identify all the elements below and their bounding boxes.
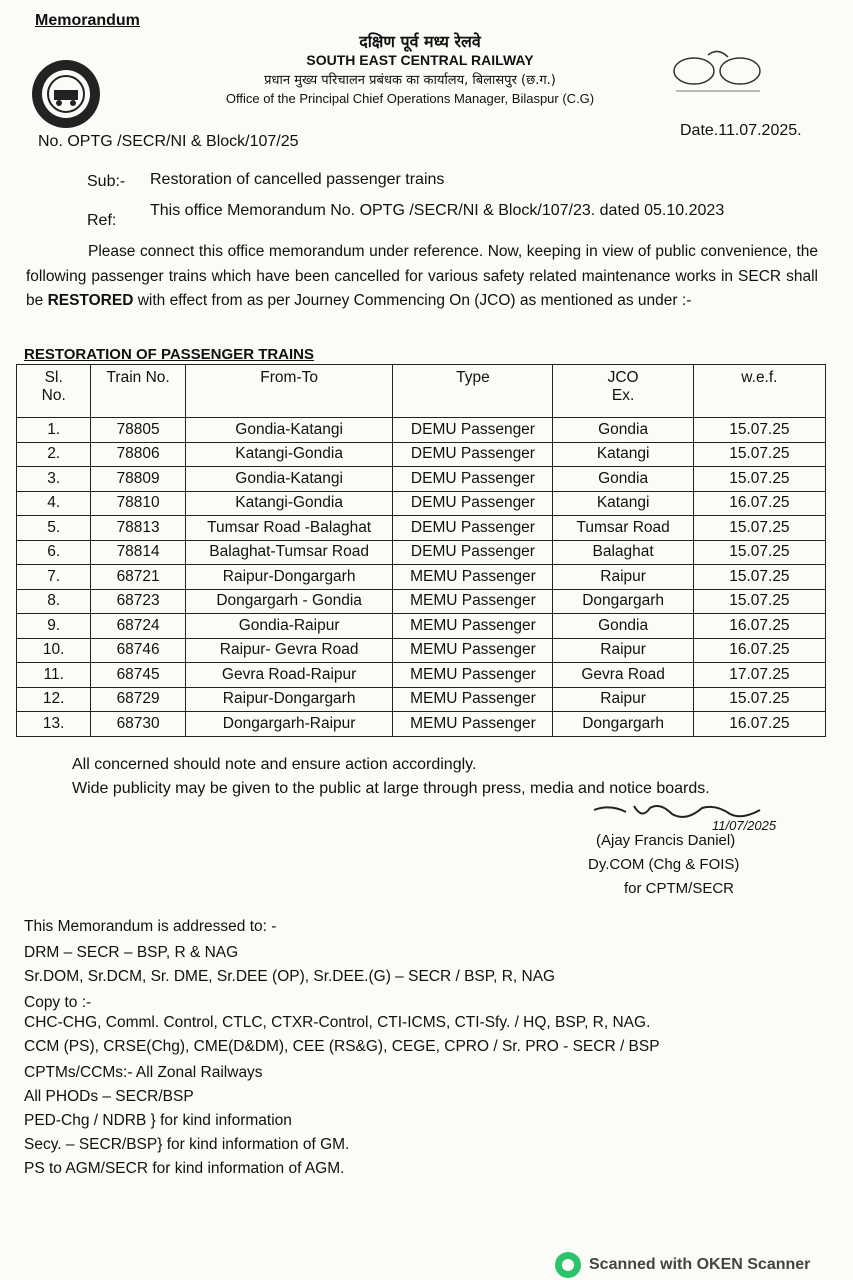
signer-name: (Ajay Francis Daniel) xyxy=(596,832,736,849)
table-row xyxy=(17,418,826,443)
cell-jco: Gondia xyxy=(553,614,693,639)
cell-jco: Gondia xyxy=(553,467,693,492)
cell-jco: Raipur xyxy=(553,687,693,712)
cell-sl: 10. xyxy=(17,638,91,663)
cell-wef: 15.07.25 xyxy=(693,589,825,614)
cell-from-to: Dongargarh - Gondia xyxy=(185,589,393,614)
table-row xyxy=(17,540,826,565)
cell-type: MEMU Passenger xyxy=(393,614,553,639)
cell-jco: Gondia xyxy=(553,418,693,443)
table-row xyxy=(17,491,826,516)
office-name: Office of the Principal Chief Operations Manager, Bilaspur (C.G) xyxy=(225,91,595,106)
cell-jco: Katangi xyxy=(553,442,693,467)
header-train-no: Train No. xyxy=(91,365,185,418)
cell-type: DEMU Passenger xyxy=(393,467,553,492)
hindi-org-name: दक्षिण पूर्व मध्य रेलवे xyxy=(359,32,481,51)
cell-from-to: Tumsar Road -Balaghat xyxy=(185,516,393,541)
header-wef: w.e.f. xyxy=(693,365,825,418)
cell-wef: 15.07.25 xyxy=(693,442,825,467)
cell-type: MEMU Passenger xyxy=(393,589,553,614)
addressee-line: This Memorandum is addressed to: - xyxy=(24,918,277,935)
cell-type: MEMU Passenger xyxy=(393,663,553,688)
addressee-line: CCM (PS), CRSE(Chg), CME(D&DM), CEE (RS&G), CEGE, CPRO / Sr. PRO - SECR / BSP xyxy=(24,1038,660,1055)
table-row xyxy=(17,712,826,737)
cell-jco: Dongargarh xyxy=(553,712,693,737)
addressee-line: DRM – SECR – BSP, R & NAG xyxy=(24,944,239,961)
note-publicity: Wide publicity may be given to the public at large through press, media and notice boards. xyxy=(72,780,710,797)
cell-type: DEMU Passenger xyxy=(393,442,553,467)
cell-from-to: Katangi-Gondia xyxy=(185,491,393,516)
trains-table xyxy=(16,364,826,737)
cell-sl: 8. xyxy=(17,589,91,614)
cell-type: DEMU Passenger xyxy=(393,418,553,443)
cell-sl: 4. xyxy=(17,491,91,516)
cell-wef: 15.07.25 xyxy=(693,418,825,443)
addressee-line: Sr.DOM, Sr.DCM, Sr. DME, Sr.DEE (OP), Sr.DEE.(G) – SECR / BSP, R, NAG xyxy=(24,968,556,985)
paragraph-emphasis: RESTORED xyxy=(47,292,134,309)
cell-jco: Gevra Road xyxy=(553,663,693,688)
header-jco: JCO Ex. xyxy=(553,365,693,418)
table-row xyxy=(17,442,826,467)
addressee-line: Secy. – SECR/BSP} for kind information of GM. xyxy=(24,1136,350,1153)
header-from-to: From-To xyxy=(185,365,393,418)
cell-from-to: Gondia-Katangi xyxy=(185,467,393,492)
paragraph-text-end: with effect from as per Journey Commencing On (JCO) as mentioned as under :- xyxy=(133,292,692,309)
cell-sl: 11. xyxy=(17,663,91,688)
cell-from-to: Gevra Road-Raipur xyxy=(185,663,393,688)
emblem-logo-icon xyxy=(668,45,768,105)
cell-wef: 15.07.25 xyxy=(693,687,825,712)
cell-sl: 5. xyxy=(17,516,91,541)
note-action: All concerned should note and ensure action accordingly. xyxy=(72,756,477,773)
cell-train-no: 68730 xyxy=(91,712,185,737)
cell-train-no: 78814 xyxy=(91,540,185,565)
cell-wef: 15.07.25 xyxy=(693,467,825,492)
cell-from-to: Gondia-Raipur xyxy=(185,614,393,639)
cell-train-no: 68721 xyxy=(91,565,185,590)
reference-number: No. OPTG /SECR/NI & Block/107/25 xyxy=(38,133,299,150)
cell-jco: Tumsar Road xyxy=(553,516,693,541)
cell-from-to: Dongargarh-Raipur xyxy=(185,712,393,737)
cell-wef: 16.07.25 xyxy=(693,638,825,663)
cell-train-no: 68729 xyxy=(91,687,185,712)
cell-from-to: Katangi-Gondia xyxy=(185,442,393,467)
cell-from-to: Raipur-Dongargarh xyxy=(185,565,393,590)
table-header-row xyxy=(17,365,826,418)
reference-label: Ref: xyxy=(87,212,117,229)
cell-type: MEMU Passenger xyxy=(393,712,553,737)
body-paragraph xyxy=(26,240,818,314)
memo-title: Memorandum xyxy=(35,12,140,29)
cell-sl: 1. xyxy=(17,418,91,443)
cell-sl: 3. xyxy=(17,467,91,492)
cell-train-no: 78810 xyxy=(91,491,185,516)
cell-from-to: Gondia-Katangi xyxy=(185,418,393,443)
signer-title: Dy.COM (Chg & FOIS) xyxy=(588,856,740,873)
cell-wef: 16.07.25 xyxy=(693,712,825,737)
cell-type: DEMU Passenger xyxy=(393,516,553,541)
table-row xyxy=(17,565,826,590)
cell-jco: Raipur xyxy=(553,565,693,590)
subject-label: Sub:- xyxy=(87,173,126,190)
memo-date: Date.11.07.2025. xyxy=(680,122,802,139)
cell-sl: 12. xyxy=(17,687,91,712)
cell-jco: Balaghat xyxy=(553,540,693,565)
addressee-line: PED-Chg / NDRB } for kind information xyxy=(24,1112,292,1129)
addressee-line: CPTMs/CCMs:- All Zonal Railways xyxy=(24,1064,263,1081)
cell-type: MEMU Passenger xyxy=(393,687,553,712)
addressee-line: PS to AGM/SECR for kind information of AGM. xyxy=(24,1160,345,1177)
cell-train-no: 78806 xyxy=(91,442,185,467)
table-row xyxy=(17,663,826,688)
cell-wef: 15.07.25 xyxy=(693,540,825,565)
cell-wef: 15.07.25 xyxy=(693,516,825,541)
cell-jco: Dongargarh xyxy=(553,589,693,614)
cell-train-no: 78809 xyxy=(91,467,185,492)
cell-type: MEMU Passenger xyxy=(393,565,553,590)
table-row xyxy=(17,589,826,614)
org-name: SOUTH EAST CENTRAL RAILWAY xyxy=(306,52,534,68)
table-row xyxy=(17,687,826,712)
header-sl: Sl. No. xyxy=(17,365,91,418)
table-row xyxy=(17,516,826,541)
hindi-office-name: प्रधान मुख्य परिचालन प्रबंधक का कार्यालय, बिलासपुर (छ.ग.) xyxy=(264,73,556,88)
table-row xyxy=(17,467,826,492)
table-title: RESTORATION OF PASSENGER TRAINS xyxy=(24,346,315,363)
signature-date: 11/07/2025 xyxy=(712,818,777,833)
cell-from-to: Balaghat-Tumsar Road xyxy=(185,540,393,565)
cell-train-no: 78805 xyxy=(91,418,185,443)
scanner-logo-icon xyxy=(555,1252,581,1278)
cell-wef: 17.07.25 xyxy=(693,663,825,688)
scanner-watermark xyxy=(555,1252,810,1278)
addressee-line: CHC-CHG, Comml. Control, CTLC, CTXR-Control, CTI-ICMS, CTI-Sfy. / HQ, BSP, R, NAG. xyxy=(24,1014,651,1031)
cell-sl: 6. xyxy=(17,540,91,565)
addressee-line: All PHODs – SECR/BSP xyxy=(24,1088,194,1105)
signer-for: for CPTM/SECR xyxy=(624,880,735,897)
cell-wef: 16.07.25 xyxy=(693,614,825,639)
cell-jco: Raipur xyxy=(553,638,693,663)
addressee-line: Copy to :- xyxy=(24,994,92,1011)
scanner-label: Scanned with OKEN Scanner xyxy=(589,1256,811,1273)
subject-text: Restoration of cancelled passenger trains xyxy=(150,171,445,188)
cell-sl: 2. xyxy=(17,442,91,467)
cell-train-no: 68723 xyxy=(91,589,185,614)
cell-from-to: Raipur- Gevra Road xyxy=(185,638,393,663)
cell-wef: 16.07.25 xyxy=(693,491,825,516)
cell-train-no: 68746 xyxy=(91,638,185,663)
cell-jco: Katangi xyxy=(553,491,693,516)
cell-sl: 13. xyxy=(17,712,91,737)
cell-type: DEMU Passenger xyxy=(393,491,553,516)
paragraph-text: Please connect this office memorandum under reference. Now, keeping in view of public convenience, the following passenger trains which have been cancelled for various safety related maintenance works in SECR shall be xyxy=(26,243,818,309)
cell-wef: 15.07.25 xyxy=(693,565,825,590)
cell-sl: 9. xyxy=(17,614,91,639)
cell-from-to: Raipur-Dongargarh xyxy=(185,687,393,712)
reference-text: This office Memorandum No. OPTG /SECR/NI & Block/107/23. dated 05.10.2023 xyxy=(150,202,725,219)
cell-train-no: 68724 xyxy=(91,614,185,639)
railway-logo-icon xyxy=(30,58,102,130)
table-row xyxy=(17,614,826,639)
cell-train-no: 68745 xyxy=(91,663,185,688)
cell-type: DEMU Passenger xyxy=(393,540,553,565)
cell-sl: 7. xyxy=(17,565,91,590)
header-type: Type xyxy=(393,365,553,418)
table-row xyxy=(17,638,826,663)
cell-type: MEMU Passenger xyxy=(393,638,553,663)
cell-train-no: 78813 xyxy=(91,516,185,541)
